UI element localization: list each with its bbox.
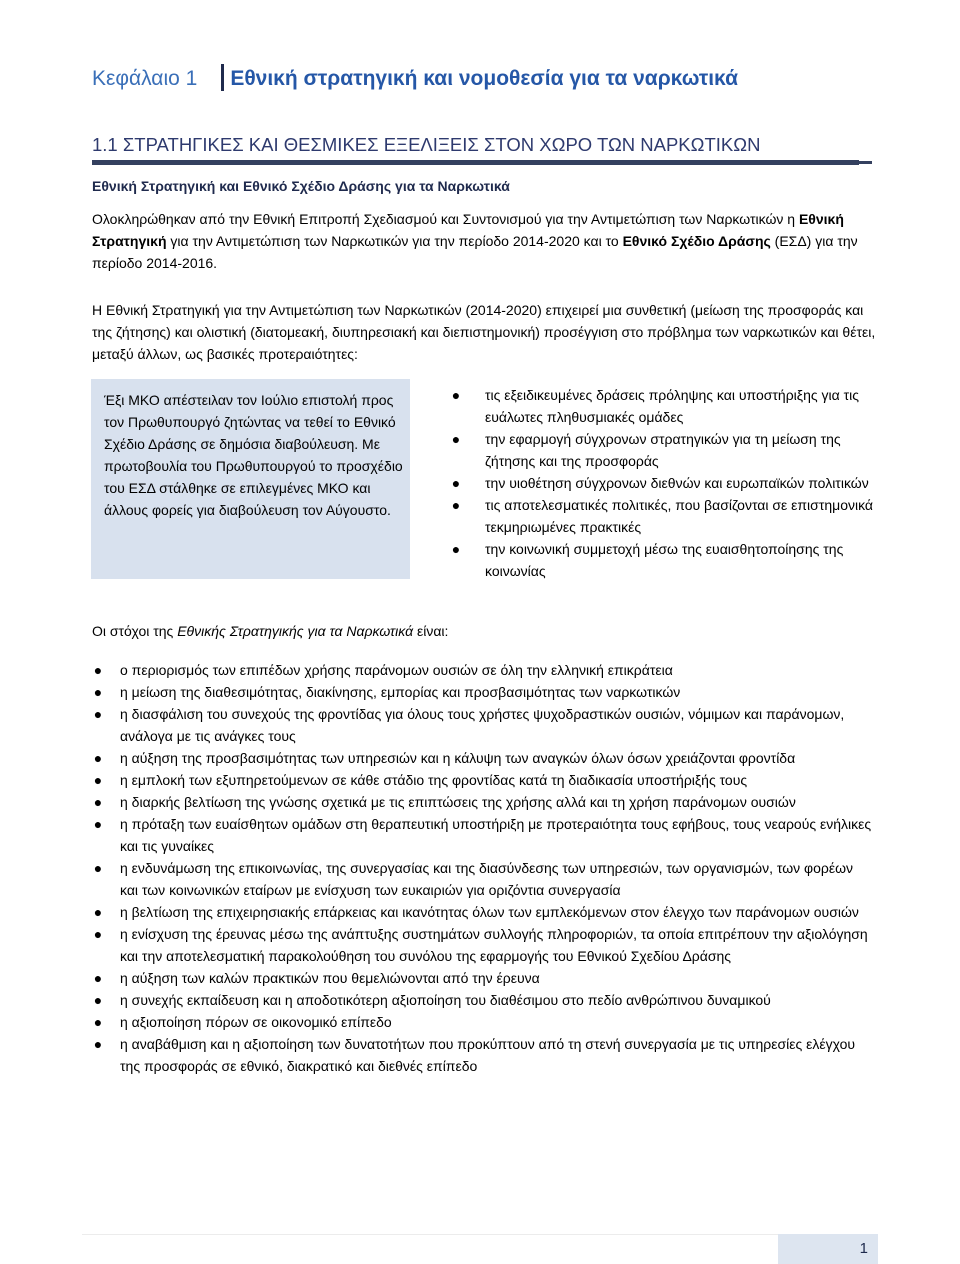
- subheading: Εθνική Στρατηγική και Εθνικό Σχέδιο Δράσης για τα Ναρκωτικά: [92, 178, 510, 194]
- callout-box: [91, 379, 410, 579]
- bullet-icon: ●: [93, 794, 103, 810]
- list-item: [450, 384, 880, 428]
- goals-intro-italic: Εθνικής Στρατηγικής για τα Ναρκωτικά: [177, 623, 414, 639]
- bullet-icon: ●: [93, 860, 103, 876]
- intro-bold-plan: Εθνικό Σχέδιο Δράσης: [622, 233, 771, 249]
- goals-list: [92, 659, 872, 1077]
- list-item: [92, 769, 872, 791]
- bullet-icon: ●: [451, 387, 461, 403]
- bullet-icon: ●: [93, 684, 103, 700]
- bullet-icon: ●: [93, 992, 103, 1008]
- strategy-paragraph: Η Εθνική Στρατηγική για την Αντιμετώπιση των Ναρκωτικών (2014-2020) επιχειρεί μια συνθετική (μείωση της προσφοράς και της ζήτησης) και ολιστική (διατομεακή, διυπηρεσιακή και διεπιστημονική) προσέγγιση στο πρόβλημα των ναρκωτικών και θέτει, μεταξύ άλλων, ως βασικές προτεραιότητες:: [92, 302, 876, 362]
- list-item-text: ο περιορισμός των επιπέδων χρήσης παράνομων ουσιών σε όλη την ελληνική επικράτεια: [120, 662, 673, 678]
- list-item-text: η διασφάλιση του συνεχούς της φροντίδας για όλους τους χρήστες ψυχοδραστικών ουσιών, νόμιμων και παράνομων, ανάλογα με τις ανάγκες τους: [120, 706, 845, 744]
- list-item-text: η αύξηση των καλών πρακτικών που θεμελιώνονται από την έρευνα: [120, 970, 540, 986]
- bullet-icon: ●: [93, 904, 103, 920]
- list-item-text: η βελτίωση της επιχειρησιακής επάρκειας και ικανότητας όλων των εμπλεκόμενων στον έλεγχο των παράνομων ουσιών: [120, 904, 859, 920]
- section-rule: [92, 160, 859, 165]
- bullet-icon: ●: [93, 772, 103, 788]
- chapter-label: Κεφάλαιο 1: [92, 67, 198, 90]
- list-item: [450, 538, 880, 582]
- list-item-text: τις αποτελεσματικές πολιτικές, που βασίζονται σε επιστημονικά τεκμηριωμένες πρακτικές: [485, 497, 874, 535]
- list-item: [92, 1033, 872, 1077]
- list-item-text: η αναβάθμιση και η αξιοποίηση των δυνατοτήτων που προκύπτουν από τη στενή συνεργασία με τις υπηρεσίες ελέγχου της προσφοράς σε εθνικό, διακρατικό και διεθνές επίπεδο: [120, 1036, 856, 1074]
- list-item: [92, 1011, 872, 1033]
- list-item-text: η διαρκής βελτίωση της γνώσης σχετικά με τις επιπτώσεις της χρήσης αλλά και τη χρήση παράνομων ουσιών: [120, 794, 796, 810]
- list-item-text: η αξιοποίηση πόρων σε οικονομικό επίπεδο: [120, 1014, 392, 1030]
- list-item-text: η πρόταξη των ευαίσθητων ομάδων στη θεραπευτική υποστήριξη με προτεραιότητα τους εφήβους, τους νεαρούς ενήλικες και τις γυναίκες: [120, 816, 872, 854]
- list-item: [92, 901, 872, 923]
- list-item: [92, 791, 872, 813]
- list-item-text: η αύξηση της προσβασιμότητας των υπηρεσιών και η κάλυψη των αναγκών όλων όσων χρειάζονται φροντίδα: [120, 750, 796, 766]
- intro-text-3: (ΕΣΔ) για την περίοδο 2014-2016.: [92, 233, 858, 271]
- list-item-text: η μείωση της διαθεσιμότητας, διακίνησης, εμπορίας και προσβασιμότητας των ναρκωτικών: [120, 684, 681, 700]
- list-item: [92, 989, 872, 1011]
- bullet-icon: ●: [451, 475, 461, 491]
- bullet-icon: ●: [451, 431, 461, 447]
- page-number: 1: [859, 1240, 868, 1257]
- bullet-icon: ●: [93, 926, 103, 942]
- list-item: [92, 681, 872, 703]
- list-item-text: την εφαρμογή σύγχρονων στρατηγικών για τη μείωση της ζήτησης και της προσφοράς: [485, 431, 841, 469]
- list-item: [450, 472, 880, 494]
- list-item-text: η ενίσχυση της έρευνας μέσω της ανάπτυξης συστημάτων συλλογής πληροφοριών, τα οποία επιτρέπουν την αξιολόγηση και την αποτελεσματική παρακολούθηση του συνόλου της εφαρμογής του Εθνικού Σχεδίου Δράσης: [120, 926, 868, 964]
- bullet-icon: ●: [93, 662, 103, 678]
- bullet-icon: ●: [93, 1036, 103, 1052]
- intro-text-2: για την Αντιμετώπιση των Ναρκωτικών για την περίοδο 2014-2020 και το: [166, 233, 623, 249]
- section-heading: 1.1 ΣΤΡΑΤΗΓΙΚΕΣ ΚΑΙ ΘΕΣΜΙΚΕΣ ΕΞΕΛΙΞΕΙΣ ΣΤΟΝ ΧΩΡΟ ΤΩΝ ΝΑΡΚΩΤΙΚΩΝ: [92, 134, 761, 155]
- page-number-box: [778, 1234, 878, 1264]
- bullet-icon: ●: [93, 1014, 103, 1030]
- list-item: [92, 659, 872, 681]
- chapter-divider-bar: [221, 64, 224, 91]
- list-item-text: την κοινωνική συμμετοχή μέσω της ευαισθητοποίησης της κοινωνίας: [485, 541, 844, 579]
- bullet-icon: ●: [93, 970, 103, 986]
- list-item: [92, 923, 872, 967]
- footer-rule: [82, 1234, 878, 1235]
- chapter-title: Εθνική στρατηγική και νομοθεσία για τα ναρκωτικά: [230, 67, 738, 90]
- bullet-icon: ●: [93, 816, 103, 832]
- intro-bold-strategy: Εθνική Στρατηγική: [92, 211, 844, 249]
- intro-paragraph: [92, 208, 882, 274]
- list-item-text: η ενδυνάμωση της επικοινωνίας, της συνεργασίας και της διασύνδεσης των υπηρεσιών, των οργανισμών, των φορέων και των κοινωνικών εταίρων με ενίσχυση των ευκαιριών για οριζόντια συνεργασία: [120, 860, 854, 898]
- goals-intro-text-2: είναι:: [413, 623, 449, 639]
- list-item: [92, 747, 872, 769]
- chapter-header: [92, 62, 738, 96]
- goals-intro: [92, 620, 882, 642]
- goals-intro-text-1: Οι στόχοι της: [92, 623, 178, 639]
- callout-text: Έξι ΜΚΟ απέστειλαν τον Ιούλιο επιστολή προς τον Πρωθυπουργό ζητώντας να τεθεί το Εθνικό Σχέδιο Δράσης σε δημόσια διαβούλευση. Με πρωτοβουλία του Πρωθυπουργού το προσχέδιο του ΕΣΔ στάλθηκε σε επιλεγμένες ΜΚΟ και άλλους φορείς για διαβούλευση τον Αύγουστο.: [104, 392, 403, 518]
- list-item: [450, 494, 880, 538]
- list-item-text: η εμπλοκή των εξυπηρετούμενων σε κάθε στάδιο της φροντίδας κατά τη διαδικασία υποστήριξής τους: [120, 772, 748, 788]
- list-item-text: τις εξειδικευμένες δράσεις πρόληψης και υποστήριξης για τις ευάλωτες πληθυσμιακές ομάδες: [485, 387, 859, 425]
- list-item: [92, 967, 872, 989]
- list-item: [450, 428, 880, 472]
- list-item-text: η συνεχής εκπαίδευση και η αποδοτικότερη αξιοποίηση του διαθέσιμου στο πεδίο ανθρώπινου δυναμικού: [120, 992, 771, 1008]
- priorities-list: [450, 384, 880, 582]
- bullet-icon: ●: [93, 750, 103, 766]
- list-item: [92, 857, 872, 901]
- list-item: [92, 813, 872, 857]
- intro-text-1: Ολοκληρώθηκαν από την Εθνική Επιτροπή Σχεδιασμού και Συντονισμού για την Αντιμετώπιση των Ναρκωτικών η: [92, 211, 799, 227]
- list-item-text: την υιοθέτηση σύγχρονων διεθνών και ευρωπαϊκών πολιτικών: [485, 475, 869, 491]
- list-item: [92, 703, 872, 747]
- bullet-icon: ●: [451, 541, 461, 557]
- bullet-icon: ●: [451, 497, 461, 513]
- section-rule-end: [859, 161, 872, 164]
- bullet-icon: ●: [93, 706, 103, 722]
